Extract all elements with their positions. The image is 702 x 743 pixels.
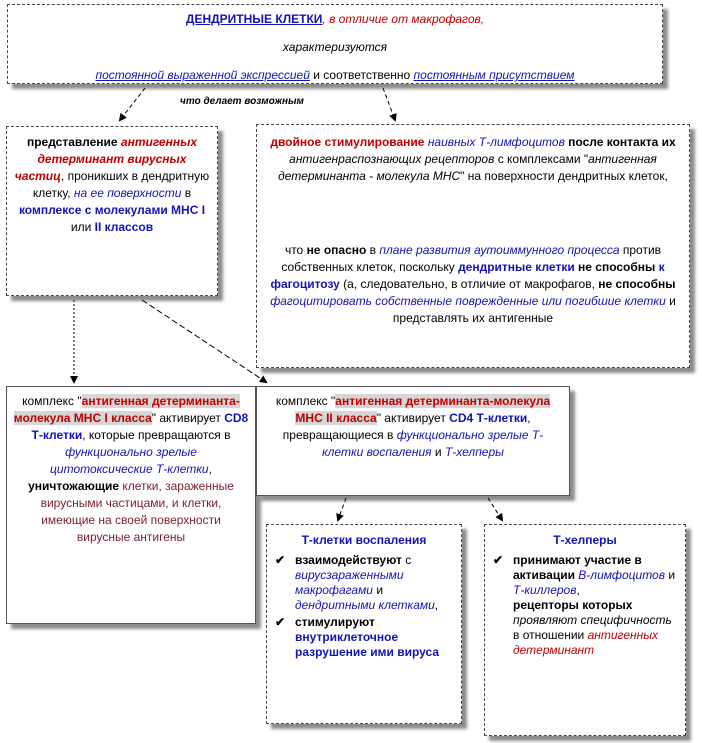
- arrow-to-helpers: [488, 498, 502, 520]
- inflammation-cells-box: [266, 524, 462, 724]
- check-icon: ✔: [493, 553, 504, 567]
- connector-label: что делает возможным: [180, 96, 304, 107]
- t-helpers-box: [484, 524, 686, 736]
- arrow-top-to-right: [383, 88, 395, 120]
- check-icon: ✔: [275, 553, 286, 567]
- cd8-box: комплекс "антигенная детерминанта-молекула МНС I класса" активирует CD8 Т-клетки, которые превращаются в функционально зрелые цитотоксические Т-клетки, уничтожающие клетки, зараженные вирусными частицами, и клетки, имеющие на своей поверхности вирусные антигены: [6, 386, 256, 624]
- list-item: ✔ стимулируют внутриклеточное разрушение ими вируса: [275, 615, 440, 659]
- double-stimulation-box: двойное стимулирование наивных Т-лимфоцитов после контакта их антигенраспознающих рецепторов с комплексами "антигенная детерминанта - молекула МНС" на поверхности дендритных клеток, что не опасно в плане развития аутоиммунного процесса против собственных клеток, поскольку дендритные клетки не способны к фагоцитозу (а, следовательно, в отличие от макрофагов, не способны фагоцитировать собственные поврежденные или погибшие клетки и представлять их антигенные: [256, 124, 690, 368]
- cd4-box: комплекс "антигенная детерминанта-молекула МНС II класса" активирует CD4 Т-клетки, превращающиеся в функционально зрелые Т-клетки воспаления и Т-хелперы: [256, 386, 570, 496]
- arrow-left-to-bottom-right: [142, 300, 266, 382]
- check-icon: ✔: [275, 615, 286, 629]
- presentation-box: представление антигенных детерминант вирусных частиц, проникших в дендритную клетку, на ее поверхности в комплексе с молекулами МНС I или II классов: [6, 126, 218, 296]
- arrow-to-inflammation: [338, 498, 346, 520]
- list-item: ✔ принимают участие в активации В-лимфоцитов и Т-киллеров, рецепторы которых проявляют специфичность в отношении антигенных детерминант: [493, 553, 676, 657]
- list-item: ✔ взаимодействуют с вирусзараженными макрофагами и дендритными клетками,: [275, 553, 439, 612]
- t-helpers-title: Т-хелперы: [553, 533, 617, 547]
- arrow-top-to-left: [120, 88, 145, 120]
- top-box: ДЕНДРИТНЫЕ КЛЕТКИ, в отличие от макрофагов, характеризуются постоянной выраженной экспрессией и соответственно постоянным присутствием: [7, 4, 663, 84]
- dendritic-cells-heading: ДЕНДРИТНЫЕ КЛЕТКИ: [185, 12, 323, 26]
- inflammation-cells-title: Т-клетки воспаления: [301, 533, 427, 547]
